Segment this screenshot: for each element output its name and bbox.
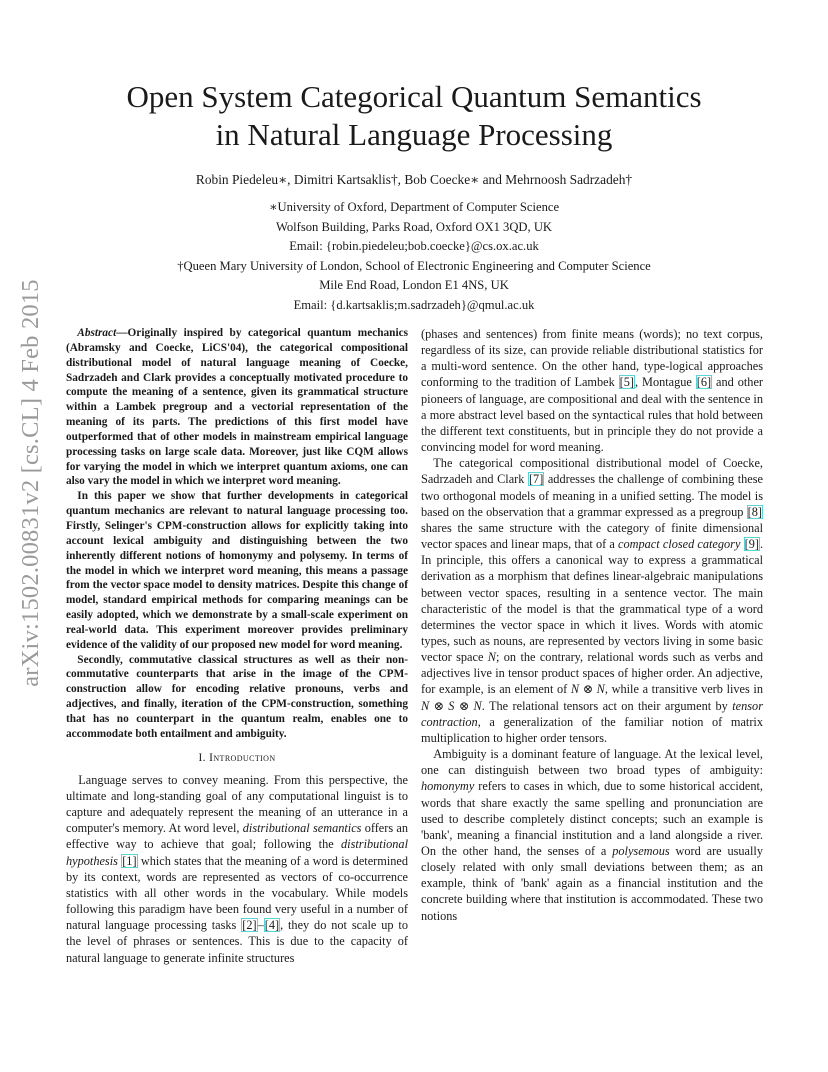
- math-expression: N ⊗ S ⊗ N: [421, 698, 482, 713]
- citation-link[interactable]: [2]: [242, 918, 257, 933]
- author-list: Robin Piedeleu∗, Dimitri Kartsaklis†, Bob Coecke∗ and Mehrnoosh Sadrzadeh†: [195, 172, 633, 187]
- citation-link[interactable]: [4]: [264, 918, 280, 933]
- title-line-1: Open System Categorical Quantum Semantics: [126, 79, 702, 114]
- left-column: [66, 326, 408, 966]
- math-expression: N ⊗ N: [570, 682, 605, 697]
- math-symbol: N: [487, 650, 496, 665]
- affiliation-email: Email: {robin.piedeleu;bob.coecke}@cs.ox.ac.uk: [289, 239, 539, 254]
- citation-link[interactable]: [5]: [619, 375, 635, 390]
- abstract-label: Abstract: [77, 327, 117, 339]
- citation-link[interactable]: [8]: [747, 504, 762, 519]
- citation-link[interactable]: [9]: [744, 537, 759, 552]
- title-line-2: in Natural Language Processing: [215, 117, 613, 152]
- affiliation-email: Email: {d.kartsaklis;m.sadrzadeh}@qmul.ac.uk: [293, 297, 535, 312]
- affiliations: [60, 198, 768, 316]
- arxiv-identifier: arXiv:1502.00831v2 [cs.CL] 4 Feb 2015: [17, 279, 44, 687]
- paper-title: [60, 78, 768, 154]
- intro-paragraph: Language serves to convey meaning. From this perspective, the ultimate and long-standing goal of any computational linguist is to capture and adequately represent the meaning of an utterance in a computer's memory. At word level, distributional semantics offers an effective way to achieve that goal; following the distributional hypothesis [1] which states that the meaning of a word is determined by its context, words are represented as vectors of co-occurrence statistics with all other words in the vocabulary. While models following this paradigm have been found very useful in a number of natural language processing tasks [2]–[4], they do not scale up to the level of phrases or sentences. This is due to the capacity of natural language to generate infinite structures: [66, 772, 409, 965]
- arxiv-stamp: [14, 268, 48, 698]
- citation-link[interactable]: [1]: [122, 853, 137, 868]
- intro-paragraph: Ambiguity is a dominant feature of language. At the lexical level, one can distinguish between two broad types of ambiguity: homonymy refers to cases in which, due to some historical accident, words that share exactly the same spelling and pronunciation are used to describe completely distinct concepts; such an example is 'bank', meaning a financial institution and a land alongside a river. On the other hand, the senses of a polysemous word are usually closely related with only small deviations between them; as an example, think of 'bank' again as a financial institution and the concrete building where that institution is accommodated. These two notions: [421, 747, 763, 923]
- affiliation-line: Mile End Road, London E1 4NS, UK: [319, 278, 509, 293]
- section-heading: I. Introduction: [198, 751, 276, 764]
- intro-paragraph: The categorical compositional distributional model of Coecke, Sadrzadeh and Clark [7] addresses the challenge of combining these two orthogonal models of meaning in a unified setting. The model is based on the observation that a grammar expressed as a pregroup [8] shares the same structure with the category of finite dimensional vector spaces and linear maps, that of a compact closed category [9]. In principle, this offers a canonical way to express a grammatical derivation as a morphism that defines linear-algebraic manipulations between vector spaces, resulting in a sentence vector. The main characteristic of the model is that the grammatical type of a word determines the vector space in which it lives. Words with atomic types, such as nouns, are represented by vectors living in some basic vector space N; on the contrary, relational words such as verbs and adjectives live in tensor product spaces of higher order. An adjective, for example, is an element of N ⊗ N, while a transitive verb lives in N ⊗ S ⊗ N. The relational tensors act on their argument by tensor contraction, a generalization of the familiar notion of matrix multiplication to higher order tensors.: [421, 456, 764, 745]
- citation-link[interactable]: [6]: [696, 375, 712, 390]
- affiliation-line: ∗University of Oxford, Department of Computer Science: [268, 200, 560, 214]
- right-column: [421, 326, 763, 924]
- abstract: [66, 326, 408, 742]
- abstract-paragraph: Abstract—Originally inspired by categorical quantum mechanics (Abramsky and Coecke, LiCS'04), the categorical compositional distributional model of natural language meaning of Coecke, Sadrzadeh and Clark provides a conceptually motivated procedure to compute the meaning of a sentence, given its grammatical structure within a Lambek pregroup and a vectorial representation of the meaning of its parts. The predictions of this first model have outperformed that of other models in mainstream empirical language processing tasks on large scale data. Moreover, just like CQM allows for varying the model in which we interpret quantum axioms, one can also vary the model in which we interpret word meaning.: [66, 327, 408, 488]
- affiliation-line: Wolfson Building, Parks Road, Oxford OX1 3QD, UK: [275, 219, 553, 234]
- affiliation-line: †Queen Mary University of London, School of Electronic Engineering and Computer Science: [177, 258, 651, 273]
- abstract-paragraph: Secondly, commutative classical structures as well as their non-commutative counterparts that arise in the image of the CPM-construction allow for encoding relative pronouns, verbs and adjectives, and finally, iteration of the CPM-construction, something that has no counterpart in the quantum realm, enables one to accommodate both entailment and ambiguity.: [66, 653, 408, 740]
- intro-paragraph: (phases and sentences) from finite means (words); no text corpus, regardless of its size, can provide reliable distributional statistics for a multi-word sentence. On the other hand, type-logical approaches conforming to the tradition of Lambek [5], Montague [6] and other pioneers of language, are compositional and deal with the sentence in a more abstract level based on the syntactical rules that hold between the different text constituents, but in principle they do not provide a convincing model for word meaning.: [421, 327, 763, 455]
- abstract-paragraph: In this paper we show that further developments in categorical quantum mechanics are relevant to natural language processing too. Firstly, Selinger's CPM-construction allows for explicitly taking into account lexical ambiguity and distinguishing between the two inherently different notions of homonymy and polysemy. In terms of the model in which we interpret word meaning, this means a passage from the vector space model to density matrices. Despite this change of model, standard empirical methods for comparing meanings can be easily adopted, which we demonstrate by a small-scale experiment on real-world data. This experiment moreover provides preliminary evidence of the validity of our proposed new model for word meaning.: [66, 490, 408, 651]
- citation-link[interactable]: [7]: [528, 472, 544, 487]
